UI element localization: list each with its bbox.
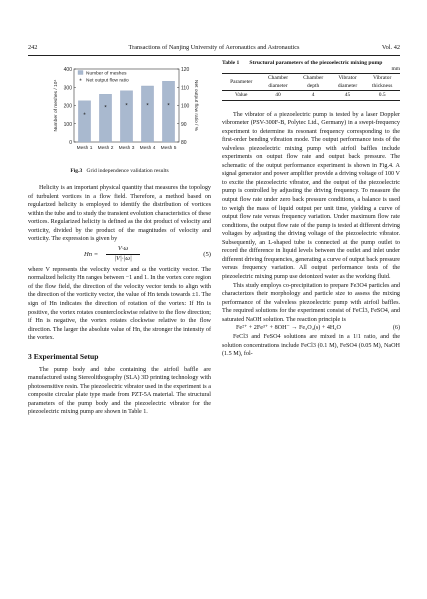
table-header-cell: diameter — [260, 82, 295, 91]
x-tick-label: Mesh 2 — [97, 146, 114, 151]
volume-label: Vol. 42 — [381, 44, 400, 51]
helicity-text — [28, 184, 211, 244]
legend-swatch-meshes — [78, 71, 83, 75]
x-tick-label: Mesh 1 — [76, 146, 93, 151]
bar-mesh-count — [99, 94, 111, 142]
y-tick-label-right: 100 — [181, 103, 190, 110]
figure-3-chart — [28, 60, 211, 167]
journal-title: Transactions of Nanjing University of Aeronautics and Astronautics — [128, 44, 300, 51]
table-header-cell: depth — [296, 82, 331, 91]
y-tick-label-left: 300 — [63, 85, 72, 92]
y-tick-label-right: 90 — [181, 121, 187, 128]
reaction-equation — [222, 324, 400, 333]
table-cell: 4 — [296, 91, 331, 100]
equation-5 — [28, 244, 211, 266]
table-header-cell: Vibrator — [331, 74, 365, 83]
flow-ratio-point: * — [167, 102, 170, 110]
left-column — [28, 60, 211, 417]
equation-numerator: V·ω — [117, 244, 129, 252]
y-tick-label-right: 110 — [181, 85, 189, 92]
reaction-formula: Fe²⁺ + 2Fe³⁺ + 8OH⁻ → Fe₃O₄(s) + 4H₂O — [236, 325, 341, 332]
table-1-unit: mm — [391, 66, 400, 72]
figure-3-caption-text: Grid independence validation results — [86, 168, 169, 174]
table-header-cell: thickness — [364, 82, 400, 91]
paragraph-helicity: Helicity is an important physical quantity that measures the topology of turbulent vortices in a flow field. Therefore, a method based on regularized helicity is employed to identify the distribution of vortices within the tube and to study the transient evolution characteristics of these vortices. Regularized helicity is defined as the dot product of velocity and vorticity, divided by the product of the magnitudes of velocity and vorticity. The expression is given by — [28, 185, 211, 243]
right-column — [222, 60, 400, 359]
y-tick-label-left: 400 — [63, 67, 72, 73]
table-1-label: Table 1 — [222, 60, 240, 66]
header-rule — [28, 55, 400, 56]
bar-mesh-count — [141, 86, 153, 142]
flow-ratio-point: * — [104, 104, 107, 112]
bar-mesh-count — [120, 91, 132, 142]
solution-text — [222, 333, 400, 359]
legend-label-flow: Net output flow ratio — [86, 78, 129, 84]
y-tick-label-right: 120 — [181, 67, 190, 73]
flow-ratio-point: * — [146, 102, 149, 110]
figure-3-caption — [28, 168, 211, 174]
y-tick-label-left: 200 — [63, 103, 72, 110]
paragraph-coprecipitation: This study employs co-precipitation to prepare Fe3O4 particles and characterizes their morphology and particle size to assess the mixing performance of the valveless piezoelectric pump with airfoil baffles. The required solutions for the experiment consist of FeCl3, FeSO4, and saturated NaOH solution. The reaction principle is — [222, 282, 400, 323]
x-tick-label: Mesh 5 — [160, 146, 177, 151]
x-tick-label: Mesh 4 — [139, 146, 156, 151]
table-header-cell: Vibrator — [364, 74, 400, 83]
equation-number: (5) — [203, 250, 211, 258]
grid-independence-chart — [28, 60, 211, 167]
structural-parameters-table — [222, 73, 400, 101]
table-header-cell: Parameter — [222, 74, 260, 91]
table-cell: 45 — [331, 91, 365, 100]
paragraph-hn-definition: where V represents the velocity vector and ω the vorticity vector. The normalized helicity Hn ranges between −1 and 1. In the vortex core region of the flow field, the direction of the velocity vector tends to align with the direction of the vorticity vector, the value of Hn tends towards ±1. The sign of Hn indicates the direction of rotation of the vortex: If Hn is positive, the vortex rotates counterclockwise relative to the flow direction; if Hn is negative, the vortex rotates clockwise relative to the flow direction. The larger the absolute value of Hn, the stronger the intensity of the vortex. — [28, 266, 212, 342]
table-header-cell: Chamber — [296, 74, 331, 83]
legend-label-meshes: Number of meshes — [86, 71, 127, 77]
section-3-text — [28, 366, 211, 417]
table-1-caption — [222, 60, 400, 67]
page-number: 242 — [28, 44, 38, 51]
equation-lhs: Hn = — [84, 250, 99, 258]
table-cell: Value — [222, 91, 260, 100]
flow-ratio-point: * — [83, 111, 86, 119]
table-header-cell: Chamber — [260, 74, 295, 83]
x-tick-label: Mesh 3 — [118, 146, 135, 151]
y-axis-title-right: Net output flow ratio / % — [193, 80, 198, 131]
table-cell: 0.5 — [364, 91, 400, 100]
table-cell: 40 — [260, 91, 295, 100]
vibrator-test-text — [222, 111, 400, 325]
flow-ratio-point: * — [125, 102, 128, 110]
table-row — [222, 91, 400, 100]
y-axis-title-left: Number of meshes / 10⁴ — [54, 79, 59, 132]
table-header-cell: diameter — [331, 82, 365, 91]
table-1-title: Structural parameters of the piezoelectric mixing pump — [249, 60, 383, 66]
y-tick-label-left: 100 — [63, 121, 72, 128]
table-header-row — [222, 74, 400, 83]
bar-mesh-count — [78, 101, 90, 142]
equation-denominator: |V|·|ω| — [114, 254, 132, 262]
paragraph-solutions: FeCl3 and FeSO4 solutions are mixed in a 1∶1 ratio, and the solution concentrations include FeCl3 (0.1 M), FeSO4 (0.05 M), NaOH (1.5 M), fol- — [222, 334, 400, 358]
bar-mesh-count — [162, 81, 174, 142]
reaction-number: (6) — [392, 325, 400, 332]
y-tick-label-right: 80 — [181, 140, 187, 146]
legend-marker-flow: * — [79, 78, 82, 85]
helicity-explanation — [28, 266, 211, 343]
y-tick-label-left: 0 — [69, 140, 72, 146]
paragraph-vibrometer: The vibrator of a piezoelectric pump is tested by a laser Doppler vibrometer (PSV-300F-B, Polytec Ltd., Germany) in a swept-frequency experiment to determine its resonant frequency corresponding to the first-order bending vibration mode. The output performance tests of the valveless piezoelectric mixing pump with airfoil baffles include experiments on output flow rate and output back pressure. The schematic of the output performance experiment is shown in Fig.4. A signal generator and power amplifier provide a driving voltage of 100 V to excite the piezoelectric vibrator, and the output of the piezoelectric pump is controlled by adjusting the driving frequency. To measure the output flow rate under zero back pressure conditions, a balance is used to weigh the mass of liquid output per unit time, yielding a curve of output flow rate versus frequency variation. Under maximum flow rate conditions, the output flow rate of the pump is tested at different driving voltages by adjusting the driving voltage of the piezoelectric vibrator. Subsequently, an L-shaped tube is connected at the pump outlet to record the difference in liquid levels between the outlet and inlet under different driving frequencies, generating a curve of output back pressure versus frequency variation. All output performance tests of the piezoelectric mixing pump use deionized water as the working fluid. — [222, 111, 400, 280]
section-3-heading: 3 Experimental Setup — [28, 351, 99, 361]
figure-3-label: Fig.3 — [70, 168, 83, 174]
paragraph-experimental-setup: The pump body and tube containing the airfoil baffle are manufactured using Stereolithography (SLA) 3D printing technology with photosensitive resin. The piezoelectric vibrator used in the experiment is a composite circular plate type made from PZT-5A material. The structural parameters of the pump body and the piezoelectric vibrator for the piezoelectric mixing pump are shown in Table 1. — [28, 366, 211, 416]
